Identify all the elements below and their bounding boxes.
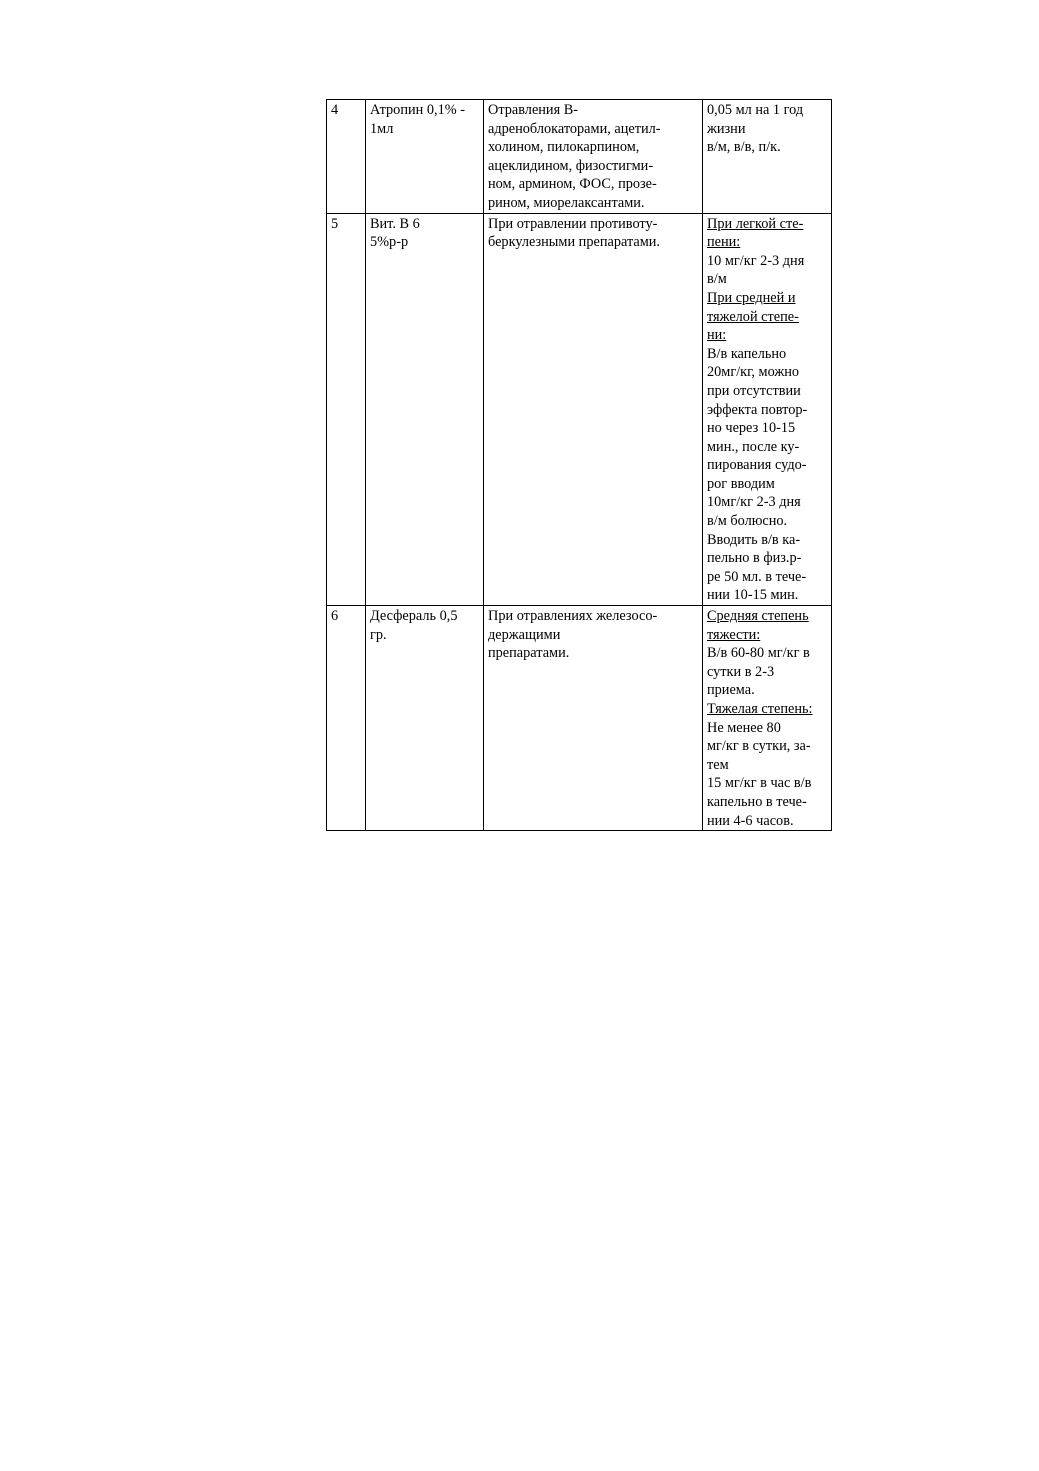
dose-line: нии 4-6 часов.: [707, 812, 794, 829]
dose-cell: [703, 100, 832, 214]
dose-line: приема.: [707, 682, 755, 699]
dose-cell: [703, 213, 832, 605]
dose-line: Вводить в/в ка-: [707, 531, 801, 548]
indication-line: препаратами.: [488, 645, 570, 662]
dose-line: но через 10-15: [707, 420, 796, 437]
dose-line: эффекта повтор-: [707, 401, 808, 418]
dose-subheading: ни:: [707, 327, 727, 344]
drug-line: Вит. В 6: [370, 215, 420, 232]
dose-line: мин., после ку-: [707, 438, 800, 455]
indication-cell: [484, 213, 703, 605]
dose-subheading: Тяжелая степень:: [707, 701, 813, 717]
row-number: 5: [331, 215, 339, 232]
row-number-cell: [327, 100, 366, 214]
table-row: [327, 606, 832, 831]
indication-line: При отравлениях железосо-: [488, 608, 658, 625]
row-number-cell: [327, 213, 366, 605]
dose-subheading: Средняя степень: [707, 608, 809, 625]
indication-line: холином, пилокарпином,: [488, 139, 640, 156]
dose-line: ре 50 мл. в тече-: [707, 568, 807, 585]
dose-subheading: При легкой сте-: [707, 215, 804, 232]
drug-line: гр.: [370, 626, 387, 643]
dose-line: пельно в физ.р-: [707, 550, 802, 567]
dose-line: Не менее 80: [707, 719, 781, 736]
indication-line: адреноблокаторами, ацетил-: [488, 120, 661, 137]
drug-cell: [366, 100, 484, 214]
dose-line: 10 мг/кг 2-3 дня: [707, 252, 805, 269]
dose-line: пирования судо-: [707, 457, 807, 474]
dose-line: при отсутствии: [707, 382, 801, 399]
dose-cell: [703, 606, 832, 831]
drug-line: Десфераль 0,5: [370, 608, 458, 625]
dose-line: рог вводим: [707, 475, 775, 492]
indication-line: Отравления В-: [488, 102, 579, 118]
dose-line: капельно в тече-: [707, 793, 807, 810]
dose-line: 20мг/кг, можно: [707, 364, 800, 381]
dose-subheading: тяжелой степе-: [707, 308, 799, 325]
table-row: [327, 100, 832, 214]
drug-line: 1мл: [370, 120, 394, 137]
row-number: 6: [331, 608, 339, 625]
row-number: 4: [331, 102, 339, 118]
dose-line: нии 10-15 мин.: [707, 587, 799, 604]
dose-line: в/м болюсно.: [707, 513, 788, 530]
indication-cell: [484, 100, 703, 214]
indication-cell: [484, 606, 703, 831]
drug-line: 5%р-р: [370, 234, 409, 251]
dose-line: в/м: [707, 271, 727, 288]
indication-line: беркулезными препаратами.: [488, 234, 660, 251]
dose-line: тем: [707, 756, 729, 773]
indication-line: При отравлении противоту-: [488, 215, 658, 232]
dose-line: 15 мг/кг в час в/в: [707, 775, 812, 792]
drug-line: Атропин 0,1% -: [370, 102, 465, 118]
drug-cell: [366, 213, 484, 605]
indication-line: держащими: [488, 626, 561, 643]
dose-line: мг/кг в сутки, за-: [707, 738, 811, 755]
dose-line: 0,05 мл на 1 год: [707, 102, 804, 118]
dose-subheading: При средней и: [707, 289, 796, 306]
dose-line: жизни: [707, 120, 746, 137]
table-row: [327, 213, 832, 605]
antidote-dosage-table: [326, 99, 832, 831]
dose-subheading: тяжести:: [707, 626, 761, 643]
indication-line: рином, миорелаксантами.: [488, 194, 645, 211]
dose-subheading: пени:: [707, 234, 741, 251]
indication-line: ном, армином, ФОС, прозе-: [488, 176, 657, 193]
dose-line: сутки в 2-3: [707, 663, 775, 680]
row-number-cell: [327, 606, 366, 831]
drug-cell: [366, 606, 484, 831]
indication-line: ацеклидином, физостигми-: [488, 157, 654, 174]
dose-line: В/в капельно: [707, 345, 787, 362]
dose-line: в/м, в/в, п/к.: [707, 139, 781, 156]
dose-line: 10мг/кг 2-3 дня: [707, 494, 801, 511]
dose-line: В/в 60-80 мг/кг в: [707, 645, 810, 662]
